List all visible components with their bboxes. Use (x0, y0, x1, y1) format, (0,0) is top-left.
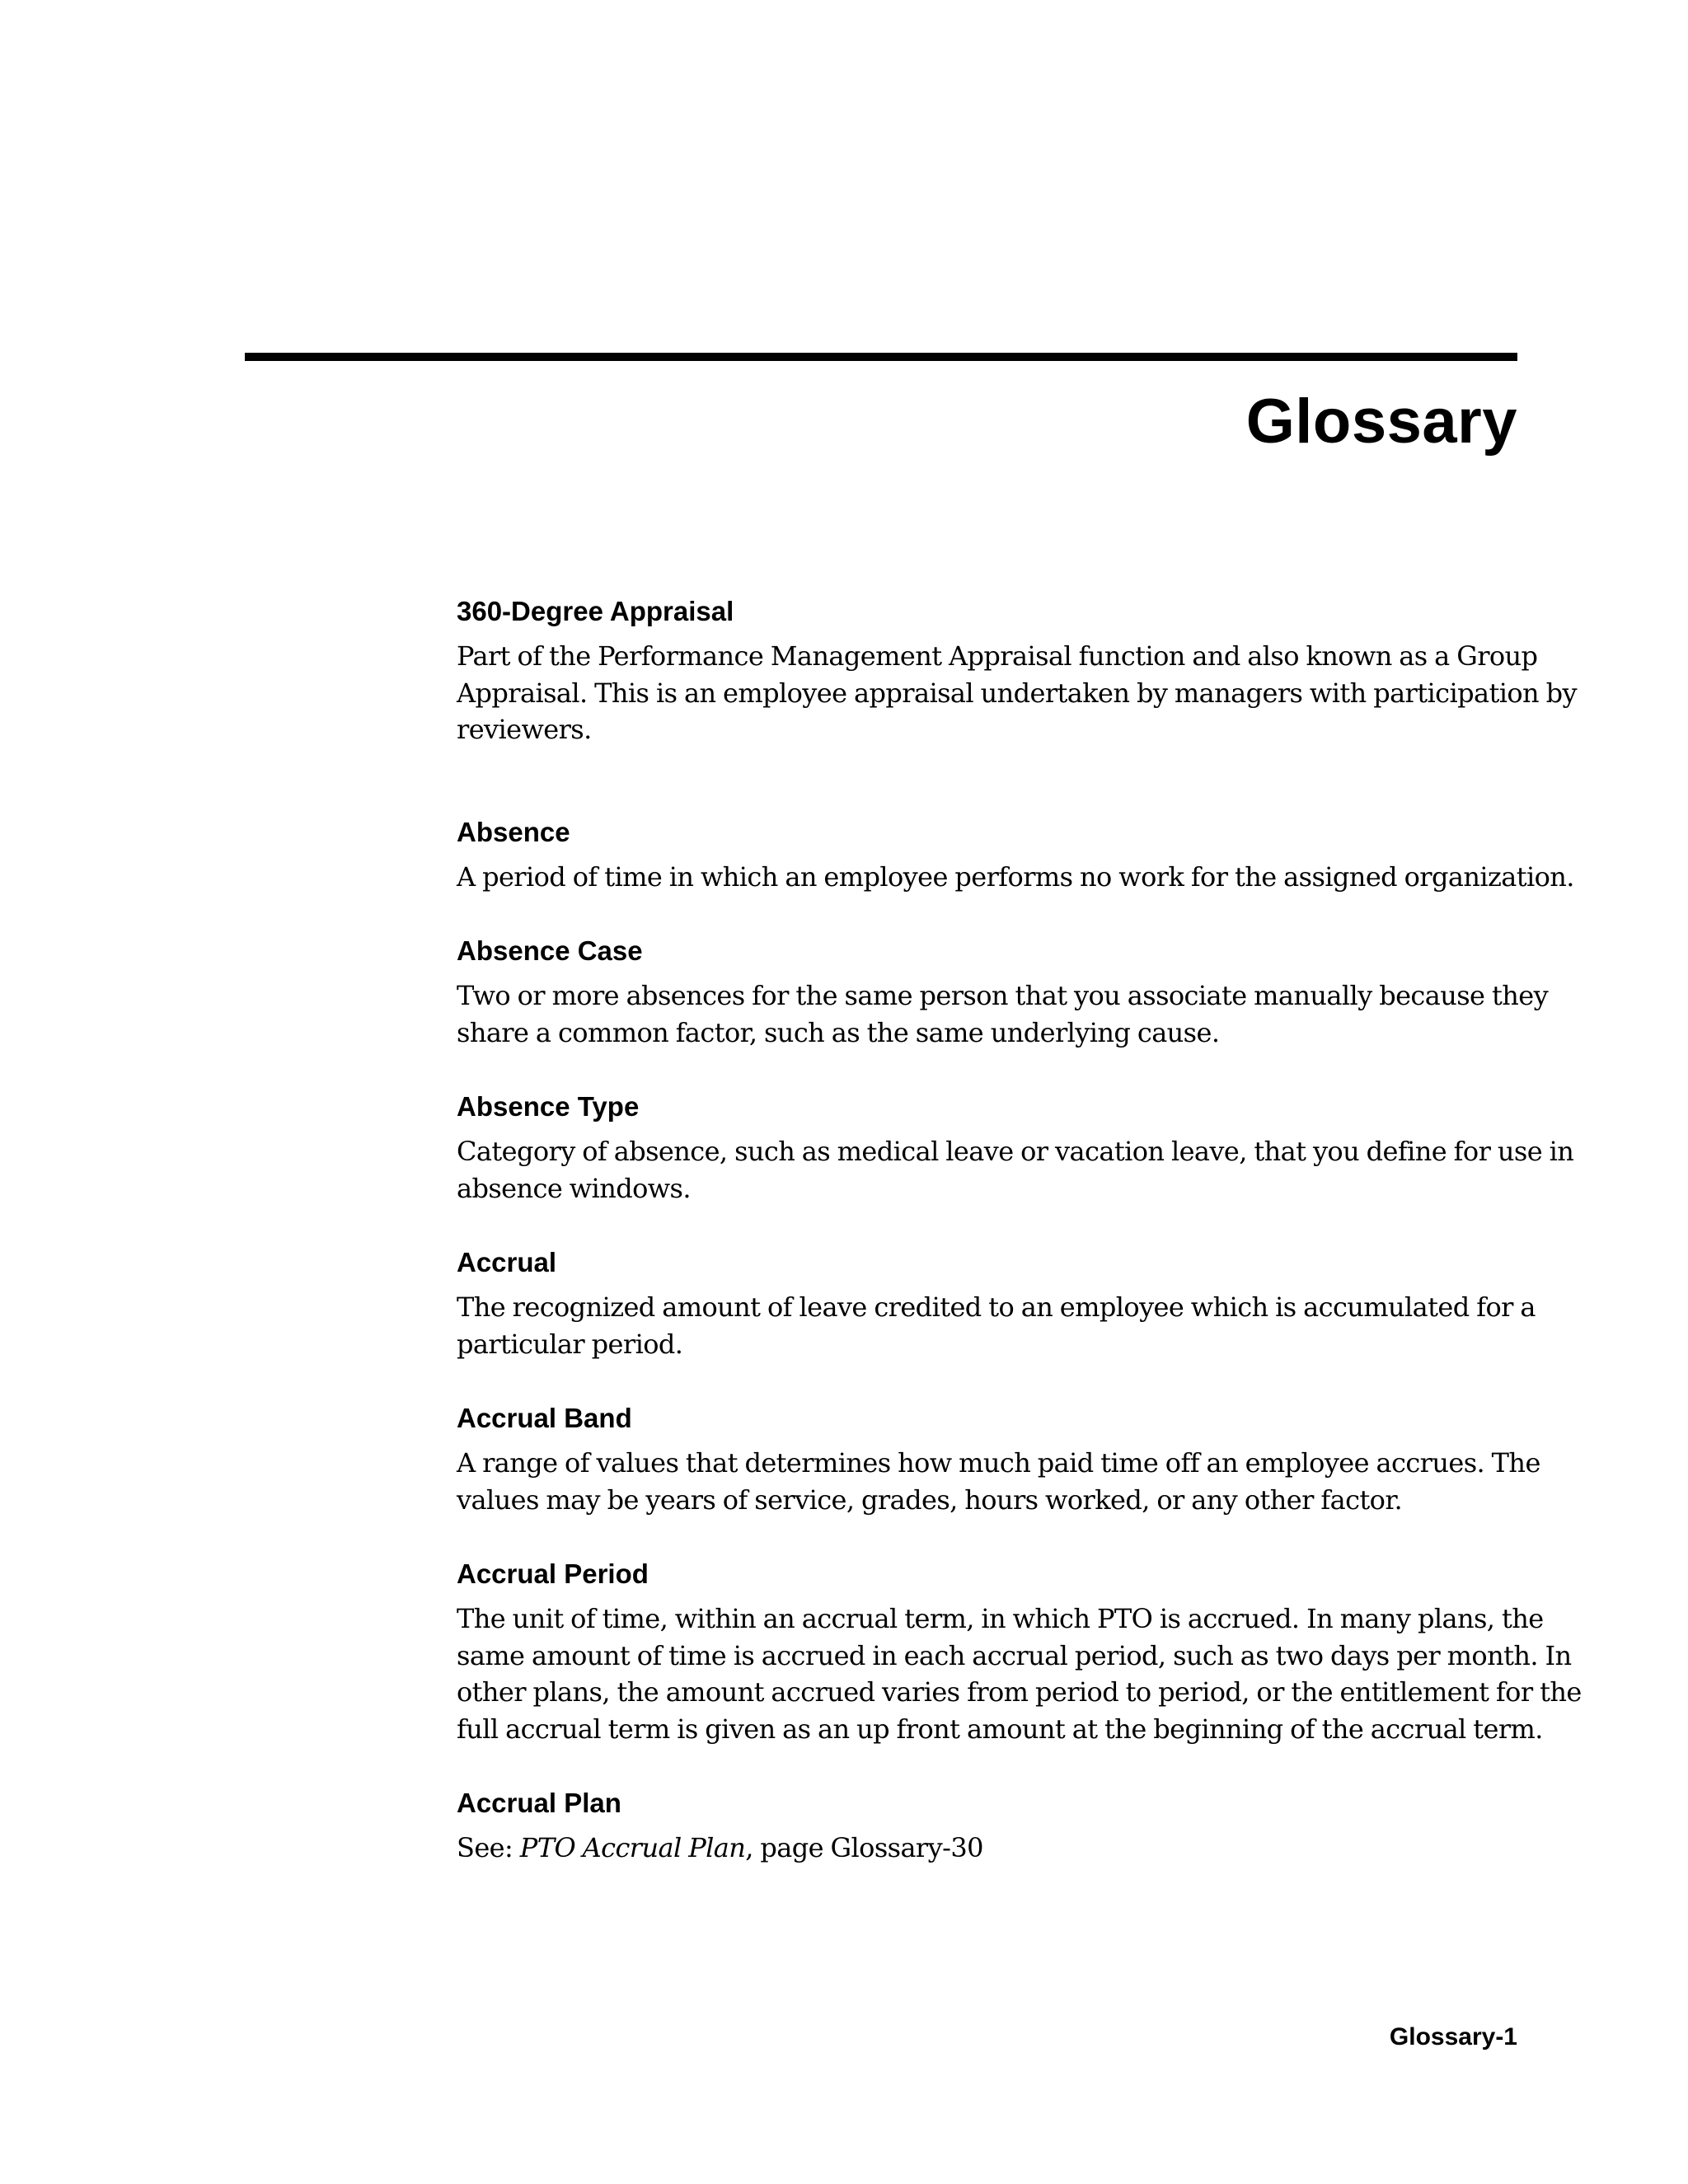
page-number: Glossary-1 (1389, 2023, 1517, 2050)
glossary-entry (457, 1556, 1582, 1747)
definition-line: Category of absence, such as medical leave or vacation leave, that you define for use in (457, 1136, 1574, 1167)
page-title: Glossary (1245, 387, 1517, 457)
definition-line: values may be years of service, grades, hours worked, or any other factor. (457, 1483, 1403, 1516)
definition-line: Two or more absences for the same person that you associate manually because they (457, 980, 1549, 1011)
glossary-term: Accrual Band (457, 1403, 632, 1433)
definition-line: Appraisal. This is an employee appraisal undertaken by managers with participation by (457, 677, 1577, 709)
glossary-term: Absence Case (457, 935, 643, 966)
glossary-term: Absence Type (457, 1091, 640, 1122)
definition-line: A period of time in which an employee performs no work for the assigned organization. (457, 860, 1574, 893)
definition-line: The unit of time, within an accrual term, in which PTO is accrued. In many plans, the (457, 1603, 1544, 1634)
glossary-entry (457, 1089, 1574, 1207)
glossary-entry (457, 1244, 1536, 1362)
definition-line: absence windows. (457, 1172, 691, 1204)
glossary-term: 360-Degree Appraisal (457, 596, 734, 626)
glossary-entry (457, 593, 1577, 748)
glossary-entry (457, 814, 1574, 896)
definition-line: other plans, the amount accrued varies from period to period, or the entitlement for the (457, 1676, 1582, 1708)
glossary-definition (457, 1133, 1574, 1207)
definition-line: same amount of time is accrued in each accrual period, such as two days per month. In (457, 1639, 1572, 1671)
definition-line: full accrual term is given as an up front amount at the beginning of the accrual term. (457, 1713, 1543, 1745)
glossary-definition (457, 1445, 1540, 1518)
glossary-term: Accrual (457, 1247, 557, 1277)
glossary-definition (457, 1289, 1536, 1362)
see-suffix: , page Glossary-30 (745, 1832, 983, 1863)
definition-line: Part of the Performance Management Appraisal function and also known as a Group (457, 640, 1538, 672)
glossary-definition (457, 977, 1549, 1051)
definition-line: particular period. (457, 1328, 683, 1360)
glossary-term: Accrual Period (457, 1558, 649, 1589)
definition-line: reviewers. (457, 714, 592, 745)
glossary-entry (457, 1400, 1540, 1518)
glossary-term: Absence (457, 816, 570, 847)
definition-line: share a common factor, such as the same underlying cause. (457, 1016, 1220, 1048)
glossary-entry (457, 933, 1549, 1051)
cross-reference-link[interactable]: PTO Accrual Plan (519, 1832, 746, 1863)
glossary-definition (457, 1830, 1528, 1867)
glossary-definition (457, 638, 1577, 748)
definition-line: A range of values that determines how much paid time off an employee accrues. The (457, 1447, 1540, 1479)
glossary-entry (457, 1785, 1528, 1867)
glossary-definition (457, 859, 1574, 896)
see-prefix: See: (457, 1832, 520, 1863)
definition-line (457, 1830, 1528, 1867)
definition-line: The recognized amount of leave credited to an employee which is accumulated for a (457, 1291, 1536, 1323)
glossary-term: Accrual Plan (457, 1788, 621, 1818)
glossary-entries (457, 593, 1582, 1867)
top-rule (245, 353, 1517, 361)
glossary-definition (457, 1601, 1582, 1747)
